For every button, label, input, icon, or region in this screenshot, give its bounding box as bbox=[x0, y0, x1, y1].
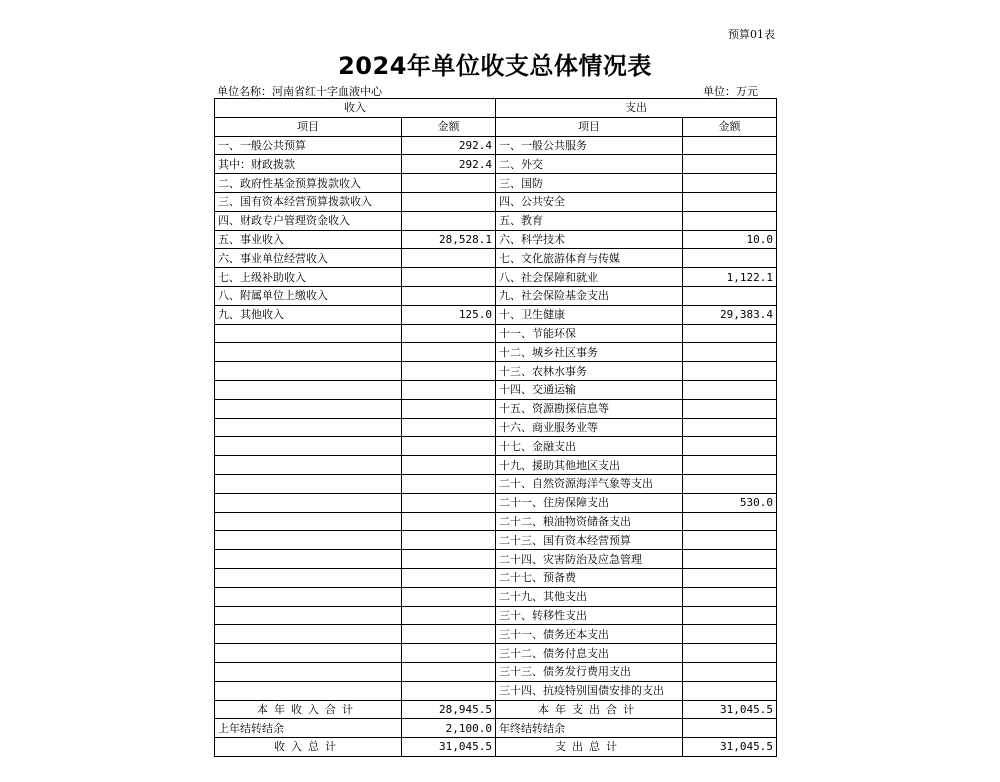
expense-item-cell: 十五、资源勘探信息等 bbox=[496, 399, 683, 418]
expense-amount-cell bbox=[683, 324, 777, 343]
income-amount-cell bbox=[402, 550, 496, 569]
income-amount-cell bbox=[402, 512, 496, 531]
income-amount-cell: 292.4 bbox=[402, 136, 496, 155]
table-row bbox=[215, 192, 777, 211]
expense-total-value: 31,045.5 bbox=[683, 738, 777, 757]
expense-amount-cell bbox=[683, 380, 777, 399]
income-amount-cell bbox=[402, 286, 496, 305]
carry-out-value bbox=[683, 719, 777, 738]
table-row bbox=[215, 568, 777, 587]
table-row bbox=[215, 531, 777, 550]
income-amount-cell bbox=[402, 380, 496, 399]
section-header-row bbox=[215, 99, 777, 118]
expense-amount-cell: 530.0 bbox=[683, 493, 777, 512]
income-amount-cell bbox=[402, 681, 496, 700]
expense-amount-cell bbox=[683, 568, 777, 587]
income-item-cell bbox=[215, 568, 402, 587]
income-item-cell: 其中：财政拨款 bbox=[215, 155, 402, 174]
expense-amount-cell bbox=[683, 662, 777, 681]
income-amount-cell bbox=[402, 625, 496, 644]
income-item-cell bbox=[215, 362, 402, 381]
income-amount-cell bbox=[402, 399, 496, 418]
form-number: 预算01表 bbox=[728, 28, 775, 41]
carry-in-value: 2,100.0 bbox=[402, 719, 496, 738]
expense-item-header: 项目 bbox=[496, 117, 683, 136]
expense-item-cell: 二十四、灾害防治及应急管理 bbox=[496, 550, 683, 569]
expense-amount-cell bbox=[683, 211, 777, 230]
unit-name: 单位名称：河南省红十字血液中心 bbox=[217, 85, 382, 98]
expense-item-cell: 九、社会保险基金支出 bbox=[496, 286, 683, 305]
table-row bbox=[215, 418, 777, 437]
table-row bbox=[215, 268, 777, 287]
expense-item-cell: 三十三、债务发行费用支出 bbox=[496, 662, 683, 681]
income-amount-cell bbox=[402, 362, 496, 381]
income-amount-cell bbox=[402, 343, 496, 362]
income-item-cell: 八、附属单位上缴收入 bbox=[215, 286, 402, 305]
expense-item-cell: 八、社会保障和就业 bbox=[496, 268, 683, 287]
expense-item-cell: 十四、交通运输 bbox=[496, 380, 683, 399]
expense-item-cell: 一、一般公共服务 bbox=[496, 136, 683, 155]
income-item-cell bbox=[215, 512, 402, 531]
expense-amount-cell bbox=[683, 606, 777, 625]
income-item-cell bbox=[215, 324, 402, 343]
expense-amount-cell bbox=[683, 644, 777, 663]
income-item-cell bbox=[215, 550, 402, 569]
income-amount-cell bbox=[402, 493, 496, 512]
year-income-value: 28,945.5 bbox=[402, 700, 496, 719]
expense-item-cell: 二、外交 bbox=[496, 155, 683, 174]
income-amount-cell bbox=[402, 644, 496, 663]
income-total-label: 收入总计 bbox=[215, 738, 402, 757]
expense-item-cell: 三十、转移性支出 bbox=[496, 606, 683, 625]
table-row bbox=[215, 644, 777, 663]
income-item-cell: 二、政府性基金预算拨款收入 bbox=[215, 174, 402, 193]
expense-item-cell: 十二、城乡社区事务 bbox=[496, 343, 683, 362]
expense-item-cell: 四、公共安全 bbox=[496, 192, 683, 211]
table-row bbox=[215, 550, 777, 569]
income-amount-cell bbox=[402, 662, 496, 681]
income-item-cell bbox=[215, 681, 402, 700]
expense-amount-cell bbox=[683, 474, 777, 493]
income-amount-cell bbox=[402, 268, 496, 287]
income-item-cell: 六、事业单位经营收入 bbox=[215, 249, 402, 268]
table-row bbox=[215, 512, 777, 531]
expense-amount-cell bbox=[683, 531, 777, 550]
expense-header: 支出 bbox=[496, 99, 777, 118]
income-item-cell bbox=[215, 343, 402, 362]
table-row bbox=[215, 230, 777, 249]
income-total-value: 31,045.5 bbox=[402, 738, 496, 757]
income-amount-cell bbox=[402, 606, 496, 625]
expense-amount-cell bbox=[683, 362, 777, 381]
expense-amount-cell bbox=[683, 437, 777, 456]
income-amount-cell: 28,528.1 bbox=[402, 230, 496, 249]
table-row bbox=[215, 343, 777, 362]
table-row bbox=[215, 380, 777, 399]
income-amount-cell bbox=[402, 211, 496, 230]
expense-item-cell: 十九、援助其他地区支出 bbox=[496, 456, 683, 475]
expense-item-cell: 十、卫生健康 bbox=[496, 305, 683, 324]
page-title: 2024年单位收支总体情况表 bbox=[338, 52, 652, 80]
expense-amount-cell: 10.0 bbox=[683, 230, 777, 249]
income-item-cell bbox=[215, 662, 402, 681]
income-item-cell bbox=[215, 474, 402, 493]
income-item-cell bbox=[215, 644, 402, 663]
income-item-cell bbox=[215, 456, 402, 475]
budget-table bbox=[214, 98, 777, 757]
income-item-header: 项目 bbox=[215, 117, 402, 136]
expense-item-cell: 三十一、债务还本支出 bbox=[496, 625, 683, 644]
income-item-cell: 七、上级补助收入 bbox=[215, 268, 402, 287]
expense-amount-cell bbox=[683, 192, 777, 211]
expense-item-cell: 二十一、住房保障支出 bbox=[496, 493, 683, 512]
expense-item-cell: 二十三、国有资本经营预算 bbox=[496, 531, 683, 550]
expense-amount-cell bbox=[683, 174, 777, 193]
carry-out-label: 年终结转结余 bbox=[496, 719, 683, 738]
table-row bbox=[215, 474, 777, 493]
expense-item-cell: 十七、金融支出 bbox=[496, 437, 683, 456]
table-row bbox=[215, 324, 777, 343]
expense-amount-cell bbox=[683, 512, 777, 531]
income-amount-cell bbox=[402, 249, 496, 268]
carry-row bbox=[215, 719, 777, 738]
expense-amount-cell bbox=[683, 286, 777, 305]
income-amount-cell bbox=[402, 587, 496, 606]
table-row bbox=[215, 587, 777, 606]
income-item-cell bbox=[215, 380, 402, 399]
table-row bbox=[215, 305, 777, 324]
expense-amount-cell bbox=[683, 587, 777, 606]
table-row bbox=[215, 136, 777, 155]
income-header: 收入 bbox=[215, 99, 496, 118]
income-item-cell bbox=[215, 437, 402, 456]
expense-amount-cell bbox=[683, 343, 777, 362]
expense-amount-cell bbox=[683, 399, 777, 418]
income-item-cell bbox=[215, 625, 402, 644]
table-row bbox=[215, 399, 777, 418]
expense-amount-header: 金额 bbox=[683, 117, 777, 136]
year-income-label: 本年收入合计 bbox=[215, 700, 402, 719]
table-row bbox=[215, 211, 777, 230]
expense-item-cell: 十六、商业服务业等 bbox=[496, 418, 683, 437]
year-total-row bbox=[215, 700, 777, 719]
expense-amount-cell: 29,383.4 bbox=[683, 305, 777, 324]
table-row bbox=[215, 155, 777, 174]
income-amount-cell bbox=[402, 456, 496, 475]
expense-item-cell: 十一、节能环保 bbox=[496, 324, 683, 343]
expense-total-label: 支出总计 bbox=[496, 738, 683, 757]
table-row bbox=[215, 456, 777, 475]
income-item-cell bbox=[215, 587, 402, 606]
expense-amount-cell bbox=[683, 418, 777, 437]
unit-label: 单位：万元 bbox=[703, 85, 758, 98]
income-amount-cell bbox=[402, 324, 496, 343]
income-item-cell: 五、事业收入 bbox=[215, 230, 402, 249]
column-header-row bbox=[215, 117, 777, 136]
income-amount-cell bbox=[402, 192, 496, 211]
expense-amount-cell bbox=[683, 456, 777, 475]
table-row bbox=[215, 174, 777, 193]
table-row bbox=[215, 606, 777, 625]
table-row bbox=[215, 662, 777, 681]
year-expense-value: 31,045.5 bbox=[683, 700, 777, 719]
income-amount-cell bbox=[402, 531, 496, 550]
table-row bbox=[215, 437, 777, 456]
expense-item-cell: 三十四、抗疫特别国债安排的支出 bbox=[496, 681, 683, 700]
carry-in-label: 上年结转结余 bbox=[215, 719, 402, 738]
income-item-cell: 三、国有资本经营预算拨款收入 bbox=[215, 192, 402, 211]
income-amount-cell bbox=[402, 174, 496, 193]
table-row bbox=[215, 249, 777, 268]
expense-item-cell: 五、教育 bbox=[496, 211, 683, 230]
expense-amount-cell bbox=[683, 136, 777, 155]
expense-item-cell: 七、文化旅游体育与传媒 bbox=[496, 249, 683, 268]
income-amount-cell bbox=[402, 418, 496, 437]
expense-item-cell: 二十二、粮油物资储备支出 bbox=[496, 512, 683, 531]
expense-item-cell: 二十七、预备费 bbox=[496, 568, 683, 587]
income-item-cell bbox=[215, 418, 402, 437]
table-row bbox=[215, 362, 777, 381]
income-item-cell: 一、一般公共预算 bbox=[215, 136, 402, 155]
expense-amount-cell bbox=[683, 249, 777, 268]
expense-amount-cell: 1,122.1 bbox=[683, 268, 777, 287]
income-item-cell bbox=[215, 606, 402, 625]
income-item-cell bbox=[215, 493, 402, 512]
income-amount-cell bbox=[402, 474, 496, 493]
year-expense-label: 本年支出合计 bbox=[496, 700, 683, 719]
grand-total-row bbox=[215, 738, 777, 757]
income-item-cell bbox=[215, 531, 402, 550]
income-amount-header: 金额 bbox=[402, 117, 496, 136]
expense-item-cell: 十三、农林水事务 bbox=[496, 362, 683, 381]
expense-item-cell: 二十、自然资源海洋气象等支出 bbox=[496, 474, 683, 493]
expense-item-cell: 三、国防 bbox=[496, 174, 683, 193]
expense-item-cell: 三十二、债务付息支出 bbox=[496, 644, 683, 663]
income-amount-cell bbox=[402, 437, 496, 456]
income-item-cell bbox=[215, 399, 402, 418]
expense-item-cell: 二十九、其他支出 bbox=[496, 587, 683, 606]
income-amount-cell bbox=[402, 568, 496, 587]
expense-amount-cell bbox=[683, 155, 777, 174]
table-row bbox=[215, 625, 777, 644]
income-item-cell: 四、财政专户管理资金收入 bbox=[215, 211, 402, 230]
income-item-cell: 九、其他收入 bbox=[215, 305, 402, 324]
expense-amount-cell bbox=[683, 625, 777, 644]
income-amount-cell: 125.0 bbox=[402, 305, 496, 324]
table-row bbox=[215, 286, 777, 305]
income-amount-cell: 292.4 bbox=[402, 155, 496, 174]
expense-amount-cell bbox=[683, 550, 777, 569]
expense-amount-cell bbox=[683, 681, 777, 700]
table-row bbox=[215, 493, 777, 512]
expense-item-cell: 六、科学技术 bbox=[496, 230, 683, 249]
table-row bbox=[215, 681, 777, 700]
